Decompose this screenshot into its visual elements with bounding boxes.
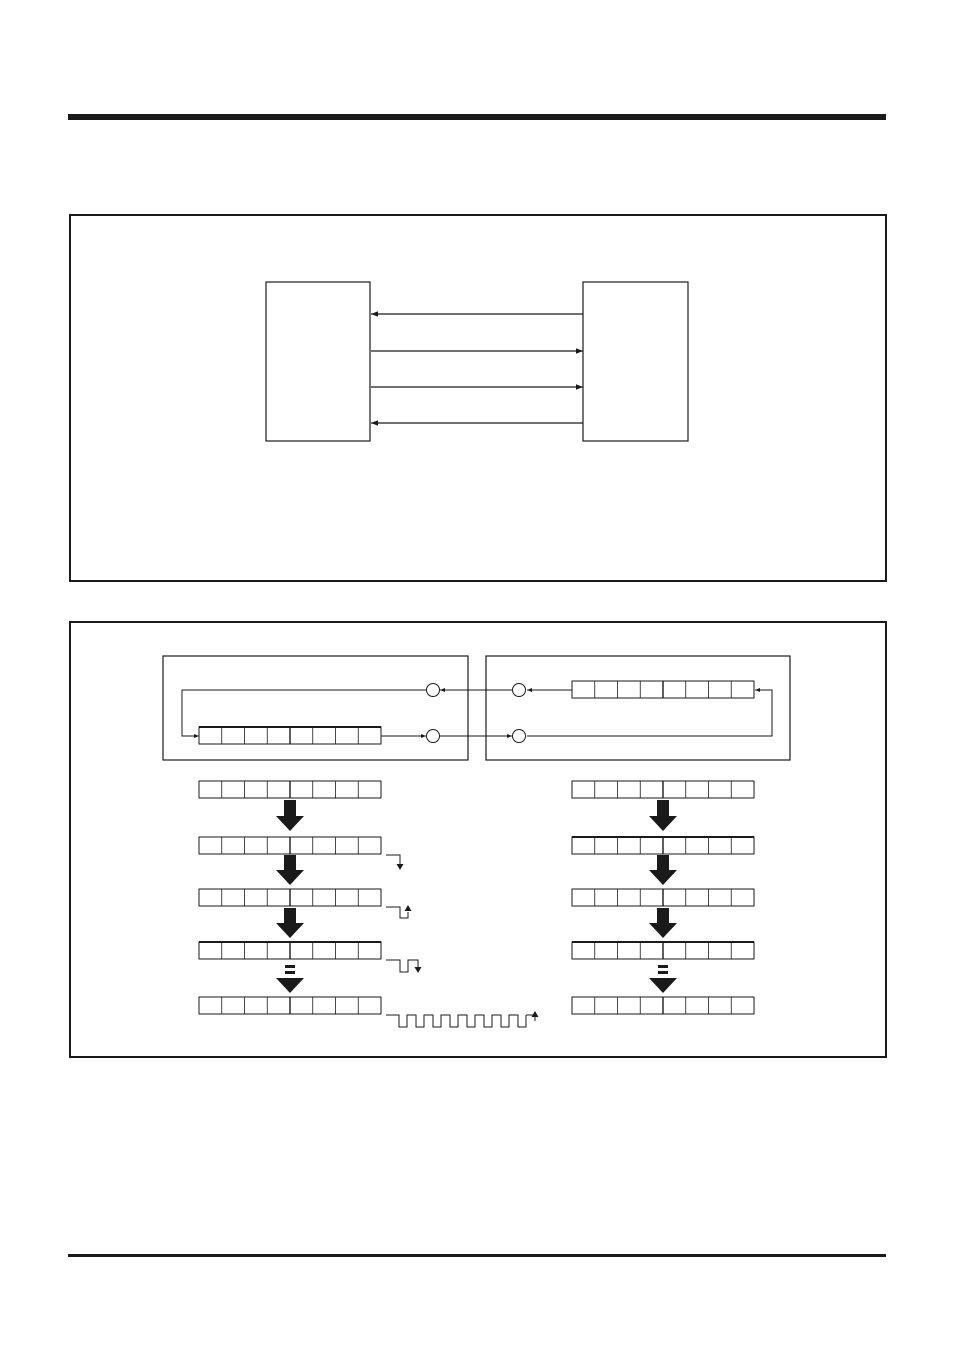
arrow-head <box>649 870 677 885</box>
shift-register <box>199 997 381 1014</box>
device-b-box <box>583 282 688 441</box>
shift-register <box>572 997 754 1014</box>
shift-register <box>199 889 381 906</box>
arrow-head <box>276 923 304 938</box>
arrow-shaft <box>284 800 296 816</box>
shift-figure <box>163 656 790 1027</box>
shift-register <box>572 681 754 698</box>
clock-trace <box>386 1015 526 1027</box>
arrow-head <box>276 978 304 993</box>
clock-trace <box>386 960 418 972</box>
step-arrow <box>649 908 677 938</box>
clock-signal-pulse <box>386 960 422 973</box>
arrow-dash <box>658 965 668 968</box>
clock-signal-train <box>386 1011 539 1027</box>
arrow-head <box>649 816 677 831</box>
arrow-shaft <box>657 908 669 923</box>
shift-register <box>572 942 754 959</box>
clock-arrow-down <box>415 967 422 973</box>
shift-register <box>199 781 381 798</box>
shift-register <box>572 889 754 906</box>
slave-port-circle <box>513 730 526 743</box>
arrow-dash <box>285 965 295 968</box>
arrow-shaft <box>284 908 296 923</box>
step-arrow <box>276 965 304 993</box>
clock-arrow-down <box>397 864 404 870</box>
arrow-shaft <box>284 855 296 870</box>
slave-port-circle <box>513 684 526 697</box>
step-arrow <box>276 800 304 831</box>
arrow-shaft <box>657 855 669 870</box>
arrow-dash <box>285 971 295 974</box>
step-arrow <box>649 800 677 831</box>
step-arrow <box>276 855 304 885</box>
clock-arrow-up <box>532 1011 539 1017</box>
master-port-circle <box>427 684 440 697</box>
arrow-head <box>276 870 304 885</box>
arrow-dash <box>658 971 668 974</box>
clock-trace <box>386 907 408 918</box>
slave-block <box>486 656 790 760</box>
shift-register <box>572 781 754 798</box>
arrow-head <box>649 978 677 993</box>
step-arrow <box>276 908 304 938</box>
shift-register <box>199 837 381 854</box>
step-arrow <box>649 965 677 993</box>
step-arrow <box>649 855 677 885</box>
arrow-shaft <box>657 800 669 816</box>
device-a-box <box>266 282 370 441</box>
master-port-circle <box>427 730 440 743</box>
arrow-head <box>276 816 304 831</box>
shift-register <box>572 837 754 854</box>
shift-register <box>199 727 381 744</box>
arrow-head <box>649 923 677 938</box>
footer-rule <box>68 1254 886 1257</box>
clock-arrow-up <box>405 905 412 911</box>
shift-register <box>199 942 381 959</box>
connection-figure <box>266 282 688 441</box>
clock-signal-rising <box>386 905 412 918</box>
clock-signal-falling <box>386 855 404 870</box>
